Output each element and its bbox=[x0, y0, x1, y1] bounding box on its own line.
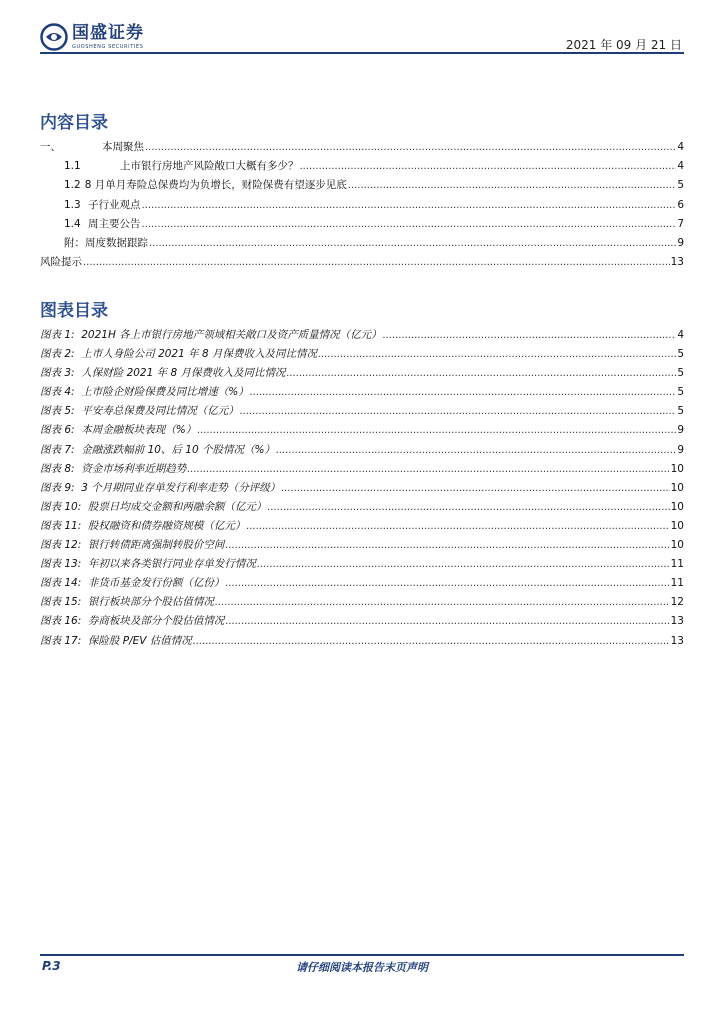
report-date: 2021 年 09 月 21 日 bbox=[565, 38, 682, 52]
contents-entry-number: 1.2 bbox=[64, 179, 81, 192]
header-divider bbox=[40, 52, 684, 54]
figures-entry-label: 图表 2: 上市人身险公司 2021 年 8 月保费收入及同比情况 bbox=[40, 348, 317, 361]
figures-entry[interactable] bbox=[40, 556, 684, 575]
figures-entry-page: 9 bbox=[677, 443, 684, 456]
figures-entry-leader bbox=[250, 386, 677, 398]
contents-title: 内容目录 bbox=[40, 113, 108, 133]
figures-entry[interactable] bbox=[40, 575, 684, 594]
contents-entry-number: 1.1 bbox=[64, 160, 81, 173]
figures-entry[interactable] bbox=[40, 403, 684, 422]
figures-entry-label: 图表 4: 上市险企财险保费及同比增速（%） bbox=[40, 386, 249, 399]
figures-entry-label: 图表 3: 人保财险 2021 年 8 月保费收入及同比情况 bbox=[40, 367, 286, 380]
contents-entry[interactable] bbox=[40, 139, 684, 158]
contents-entry-leader bbox=[142, 218, 677, 230]
contents-entry-number: 1.3 bbox=[64, 198, 81, 211]
logo-english: GUOSHENG SECURITIES bbox=[72, 43, 144, 50]
contents-entry-leader bbox=[83, 256, 670, 268]
figures-entry-label: 图表 14: 非货币基金发行份额（亿份） bbox=[40, 577, 225, 590]
contents-entry-leader bbox=[145, 141, 676, 153]
figures-entry-label: 图表 8: 资金市场利率近期趋势 bbox=[40, 462, 187, 475]
page-number: P.3 bbox=[42, 959, 61, 973]
figures-entry-leader bbox=[215, 596, 670, 608]
figures-entry-page: 5 bbox=[677, 386, 684, 399]
figures-entry-label: 图表 6: 本周金融板块表现（%） bbox=[40, 424, 197, 437]
figures-entry-page: 5 bbox=[677, 405, 684, 418]
contents-entry-leader bbox=[300, 160, 677, 172]
figures-entry-leader bbox=[281, 482, 669, 494]
figures-entry-leader bbox=[267, 501, 669, 513]
figures-entry[interactable] bbox=[40, 442, 684, 461]
logo-icon bbox=[40, 23, 68, 51]
company-logo bbox=[40, 22, 144, 52]
figures-entry[interactable] bbox=[40, 613, 684, 632]
contents-entry-label: 本周聚焦 bbox=[102, 141, 144, 153]
contents-entry[interactable] bbox=[40, 254, 684, 273]
contents-entry[interactable] bbox=[40, 158, 684, 177]
figures-entry-page: 10 bbox=[670, 500, 684, 513]
figures-entry[interactable] bbox=[40, 327, 684, 346]
contents-entry-page: 4 bbox=[677, 160, 684, 173]
figures-entry-page: 13 bbox=[670, 634, 684, 647]
contents-entry-leader bbox=[142, 199, 677, 211]
contents-entry-label: 附：周度数据跟踪 bbox=[64, 236, 148, 249]
contents-entry-page: 9 bbox=[677, 236, 684, 249]
figures-entry-leader bbox=[225, 577, 669, 589]
figures-entry-label: 图表 11: 股权融资和债券融资规模（亿元） bbox=[40, 519, 246, 532]
figures-entry-page: 11 bbox=[670, 577, 684, 590]
figures-entry-leader bbox=[187, 463, 669, 475]
contents-entry-label: 上市银行房地产风险敞口大概有多少？ bbox=[120, 160, 299, 173]
contents-list bbox=[40, 139, 684, 273]
figures-entry-page: 10 bbox=[670, 539, 684, 552]
figures-entry[interactable] bbox=[40, 346, 684, 365]
figures-entry-page: 10 bbox=[670, 481, 684, 494]
figures-entry-page: 5 bbox=[677, 348, 684, 361]
figures-entry-label: 图表 17: 保险股 P/EV 估值情况 bbox=[40, 634, 192, 647]
figures-entry-label: 图表 9: 3 个月期同业存单发行利率走势（分评级） bbox=[40, 481, 281, 494]
figures-entry[interactable] bbox=[40, 384, 684, 403]
figures-entry[interactable] bbox=[40, 537, 684, 556]
figures-list bbox=[40, 327, 684, 652]
figures-entry-page: 12 bbox=[670, 596, 684, 609]
contents-entry-label: 周主要公告 bbox=[88, 217, 141, 230]
figures-entry-page: 10 bbox=[670, 519, 684, 532]
contents-entry-label: 风险提示 bbox=[40, 256, 82, 269]
footer-divider bbox=[40, 954, 684, 956]
figures-entry-page: 4 bbox=[677, 329, 684, 341]
figures-entry-leader bbox=[257, 558, 670, 570]
contents-entry-page: 7 bbox=[677, 217, 684, 230]
figures-entry-leader bbox=[276, 444, 676, 456]
contents-entry-leader bbox=[149, 237, 676, 249]
figures-entry-leader bbox=[246, 520, 669, 532]
figures-entry-page: 9 bbox=[677, 424, 684, 437]
figures-entry-label: 图表 16: 券商板块及部分个股估值情况 bbox=[40, 615, 225, 628]
contents-entry-leader bbox=[348, 179, 677, 191]
figures-entry-page: 11 bbox=[670, 558, 684, 571]
figures-entry-leader bbox=[225, 539, 669, 551]
contents-entry-number: 1.4 bbox=[64, 217, 81, 230]
figures-entry-page: 13 bbox=[670, 615, 684, 628]
figures-entry[interactable] bbox=[40, 518, 684, 537]
disclaimer-note: 请仔细阅读本报告末页声明 bbox=[296, 961, 428, 974]
contents-entry-page: 4 bbox=[677, 141, 684, 153]
figures-entry-label: 图表 13: 年初以来各类银行同业存单发行情况 bbox=[40, 558, 256, 571]
figures-entry[interactable] bbox=[40, 633, 684, 652]
contents-entry-label: 子行业观点 bbox=[88, 198, 141, 211]
contents-entry[interactable] bbox=[40, 235, 684, 254]
figures-entry-label: 图表 5: 平安寿总保费及同比情况（亿元） bbox=[40, 405, 239, 418]
figures-entry-leader bbox=[383, 329, 677, 341]
figures-entry-leader bbox=[286, 367, 676, 379]
contents-entry[interactable] bbox=[40, 177, 684, 196]
figures-entry-page: 10 bbox=[670, 462, 684, 475]
figures-entry-leader bbox=[197, 424, 676, 436]
figures-entry[interactable] bbox=[40, 365, 684, 384]
figures-entry[interactable] bbox=[40, 480, 684, 499]
figures-entry-page: 5 bbox=[677, 367, 684, 380]
figures-title: 图表目录 bbox=[40, 301, 108, 321]
figures-entry-leader bbox=[240, 405, 677, 417]
figures-entry-label: 图表 7: 金融涨跌幅前 10、后 10 个股情况（%） bbox=[40, 443, 275, 456]
figures-entry-label: 图表 12: 银行转债距离强制转股价空间 bbox=[40, 539, 225, 552]
contents-entry-label: 8 月单月寿险总保费均为负增长，财险保费有望逐步见底 bbox=[84, 179, 347, 192]
contents-entry[interactable] bbox=[40, 216, 684, 235]
contents-entry-page: 6 bbox=[677, 198, 684, 211]
figures-entry[interactable] bbox=[40, 422, 684, 441]
contents-entry[interactable] bbox=[40, 197, 684, 216]
contents-entry-page: 5 bbox=[677, 179, 684, 192]
figures-entry-leader bbox=[193, 635, 670, 647]
figures-entry-leader bbox=[318, 348, 676, 360]
figures-entry-label: 图表 10: 股票日均成交金额和两融余额（亿元） bbox=[40, 500, 267, 513]
figures-entry[interactable] bbox=[40, 594, 684, 613]
figures-entry[interactable] bbox=[40, 499, 684, 518]
logo-text: 国盛证券 bbox=[72, 22, 144, 43]
figures-entry-leader bbox=[225, 615, 669, 627]
contents-entry-number: 一、 bbox=[40, 141, 61, 153]
figures-entry[interactable] bbox=[40, 461, 684, 480]
contents-entry-page: 13 bbox=[670, 256, 684, 269]
figures-entry-label: 图表 15: 银行板块部分个股估值情况 bbox=[40, 596, 214, 609]
figures-entry-label: 图表 1: 2021H 各上市银行房地产领域相关敞口及资产质量情况（亿元） bbox=[40, 329, 382, 341]
